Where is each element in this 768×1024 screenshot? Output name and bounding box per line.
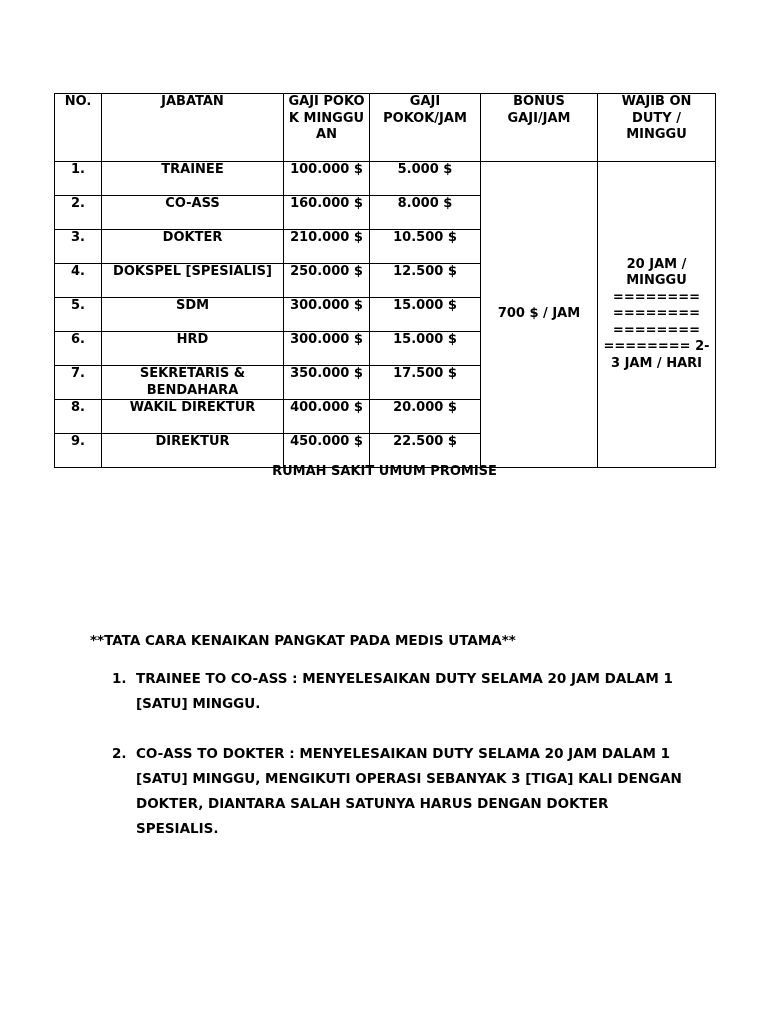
header-gaji-pokok-jam: GAJI POKOK/JAM (370, 94, 481, 162)
cell-gaji-per-jam: 17.500 $ (370, 366, 481, 400)
cell-jabatan: SDM (102, 298, 284, 332)
cell-gaji-mingguan: 100.000 $ (284, 162, 370, 196)
cell-jabatan: WAKIL DIREKTUR (102, 400, 284, 434)
cell-jabatan: HRD (102, 332, 284, 366)
cell-jabatan: CO-ASS (102, 196, 284, 230)
cell-gaji-per-jam: 22.500 $ (370, 434, 481, 468)
cell-no: 1. (55, 162, 102, 196)
list-item-number: 2. (112, 746, 127, 762)
list-item-number: 1. (112, 671, 127, 687)
cell-no: 5. (55, 298, 102, 332)
cell-jabatan: TRAINEE (102, 162, 284, 196)
promotion-rules-list (112, 667, 692, 867)
cell-gaji-mingguan: 300.000 $ (284, 332, 370, 366)
list-item (112, 667, 692, 717)
cell-jabatan: DOKSPEL [SPESIALIS] (102, 264, 284, 298)
rules-title: **TATA CARA KENAIKAN PANGKAT PADA MEDIS UTAMA** (90, 633, 516, 649)
header-no: NO. (55, 94, 102, 162)
cell-no: 6. (55, 332, 102, 366)
header-jabatan: JABATAN (102, 94, 284, 162)
list-item-text: CO-ASS TO DOKTER : MENYELESAIKAN DUTY SELAMA 20 JAM DALAM 1 [SATU] MINGGU, MENGIKUTI OPERASI SEBANYAK 3 [TIGA] KALI DENGAN DOKTER, DIANTARA SALAH SATUNYA HARUS DENGAN DOKTER SPESIALIS. (136, 746, 682, 837)
cell-gaji-per-jam: 5.000 $ (370, 162, 481, 196)
cell-no: 2. (55, 196, 102, 230)
cell-gaji-per-jam: 15.000 $ (370, 332, 481, 366)
cell-no: 9. (55, 434, 102, 468)
cell-gaji-per-jam: 20.000 $ (370, 400, 481, 434)
salary-table (54, 93, 716, 468)
cell-gaji-mingguan: 400.000 $ (284, 400, 370, 434)
cell-gaji-mingguan: 300.000 $ (284, 298, 370, 332)
cell-jabatan: DIREKTUR (102, 434, 284, 468)
cell-gaji-per-jam: 12.500 $ (370, 264, 481, 298)
cell-gaji-mingguan: 450.000 $ (284, 434, 370, 468)
list-item (112, 742, 692, 842)
cell-no: 3. (55, 230, 102, 264)
cell-wajib-on-duty: 20 JAM / MINGGU ======== ======== ======== ======== 2-3 JAM / HARI (598, 162, 716, 468)
cell-no: 7. (55, 366, 102, 400)
list-item-text: TRAINEE TO CO-ASS : MENYELESAIKAN DUTY SELAMA 20 JAM DALAM 1 [SATU] MINGGU. (136, 671, 673, 712)
header-bonus: BONUS GAJI/JAM (481, 94, 598, 162)
header-gaji-pokok-mingguan: GAJI POKOK MINGGU AN (284, 94, 370, 162)
cell-no: 4. (55, 264, 102, 298)
cell-gaji-per-jam: 8.000 $ (370, 196, 481, 230)
header-wajib-on-duty: WAJIB ON DUTY / MINGGU (598, 94, 716, 162)
cell-gaji-per-jam: 15.000 $ (370, 298, 481, 332)
cell-gaji-mingguan: 350.000 $ (284, 366, 370, 400)
cell-gaji-mingguan: 160.000 $ (284, 196, 370, 230)
cell-no: 8. (55, 400, 102, 434)
cell-gaji-mingguan: 210.000 $ (284, 230, 370, 264)
cell-jabatan: SEKRETARIS & BENDAHARA (102, 366, 284, 400)
table-caption: RUMAH SAKIT UMUM PROMISE (272, 464, 497, 479)
cell-jabatan: DOKTER (102, 230, 284, 264)
table-row (55, 162, 716, 196)
cell-gaji-per-jam: 10.500 $ (370, 230, 481, 264)
cell-gaji-mingguan: 250.000 $ (284, 264, 370, 298)
cell-bonus: 700 $ / JAM (481, 162, 598, 468)
table-header-row (55, 94, 716, 162)
